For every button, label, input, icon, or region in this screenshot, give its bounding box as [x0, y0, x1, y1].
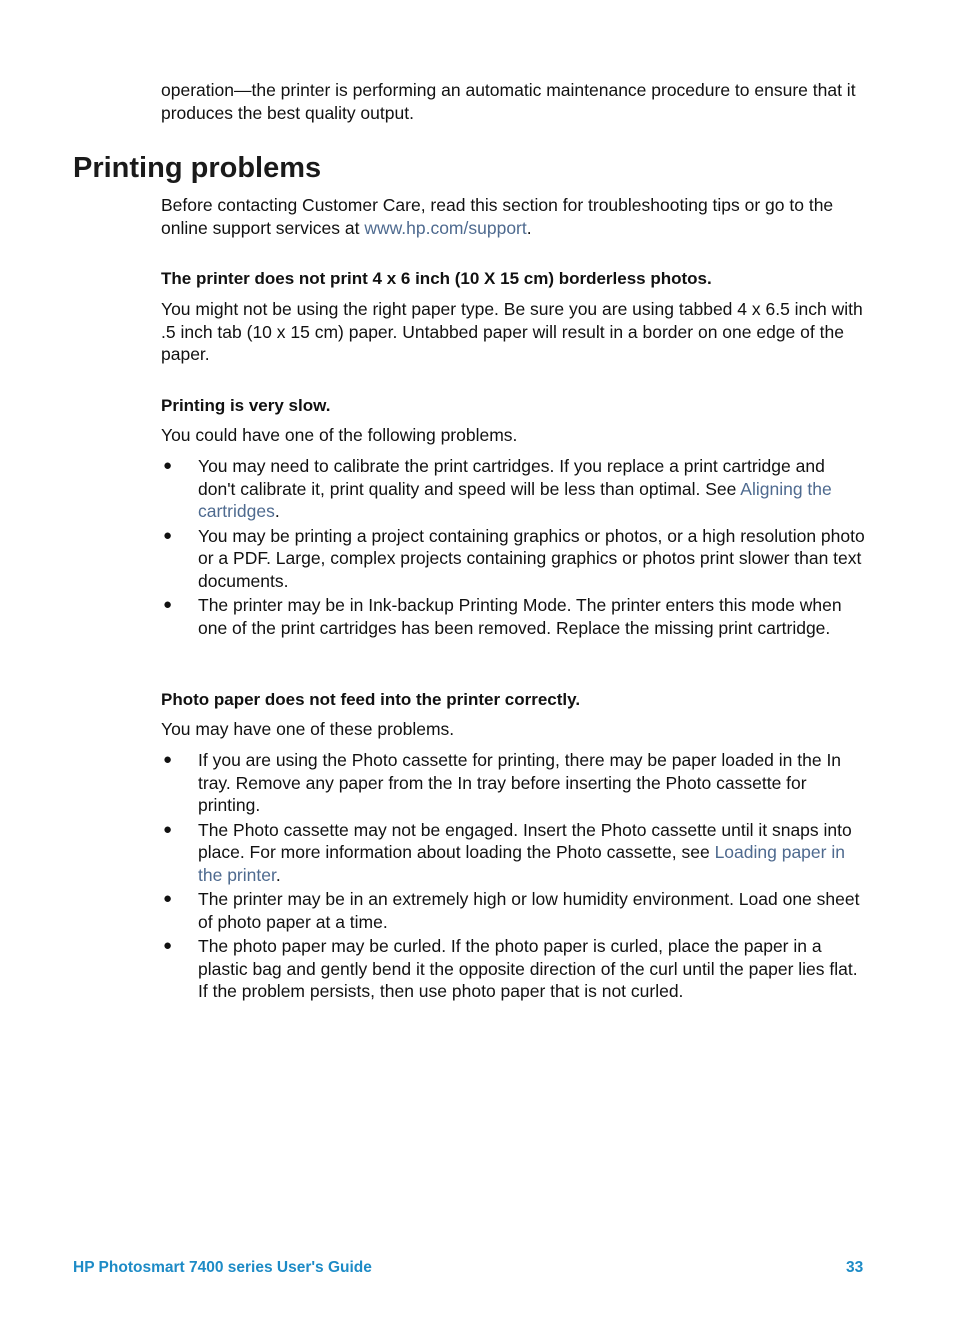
lead-text: Before contacting Customer Care, read this section for troubleshooting tips or go to the online support services at — [161, 195, 834, 238]
aligning-cartridges-link[interactable]: Aligning the cartridges — [198, 478, 832, 521]
list-item-text: You may be printing a project containing graphics or photos, or a high resolution photo or a PDF. Large, complex projects containing graphics or photos print slower than text documents. — [198, 525, 865, 591]
list-item-text: The printer may be in Ink-backup Printing Mode. The printer enters this mode when one of the print cartridges has been removed. Replace the missing print cartridge. — [198, 595, 842, 638]
bullet-icon: ● — [163, 937, 173, 954]
problem-borderless-heading: The printer does not print 4 x 6 inch (10 X 15 cm) borderless photos. — [161, 269, 712, 288]
footer-guide-title: HP Photosmart 7400 series User's Guide — [73, 1259, 372, 1276]
loading-paper-link[interactable]: Loading paper in the printer — [198, 842, 845, 885]
problem-slow-intro: You could have one of the following problems. — [161, 425, 518, 445]
lead-after: . — [526, 217, 532, 238]
list-item-text: The photo paper may be curled. If the photo paper is curled, place the paper in a plastic bag and gently bend it the opposite direction of the curl until the paper lies flat. If the problem persists, then use photo paper that is not curled. — [198, 936, 858, 1001]
bullet-icon: ● — [163, 596, 173, 613]
section-lead-paragraph — [161, 194, 866, 239]
intro-paragraph: operation—the printer is performing an automatic maintenance procedure to ensure that it produces the best quality output. — [161, 80, 856, 123]
list-item-text: The printer may be in an extremely high or low humidity environment. Load one sheet of photo paper at a time. — [198, 889, 860, 932]
list-item-text: If you are using the Photo cassette for printing, there may be paper loaded in the In tray. Remove any paper from the In tray before inserting the Photo cassette for printing. — [198, 750, 842, 815]
bullet-icon: ● — [163, 820, 173, 838]
section-title: Printing problems — [73, 152, 322, 184]
list-item-text: You may need to calibrate the print cartridges. If you replace a print cartridge and don't calibrate it, print quality and speed will be less than optimal. See — [198, 456, 825, 499]
footer-page-number: 33 — [846, 1259, 864, 1276]
list-item-text: The Photo cassette may not be engaged. Insert the Photo cassette until it snaps into place. For more information about loading the Photo cassette, see — [198, 819, 852, 862]
bullet-icon: ● — [163, 751, 173, 768]
list-item — [161, 935, 866, 1003]
list-item — [161, 455, 866, 523]
list-item — [161, 888, 866, 933]
bullet-icon: ● — [163, 890, 173, 907]
problem-slow-heading: Printing is very slow. — [161, 396, 331, 415]
list-item — [161, 819, 866, 887]
list-item — [161, 525, 866, 593]
slow-problems-list — [161, 455, 866, 641]
list-item-after: . — [275, 864, 281, 885]
problem-paper-feed-intro: You may have one of these problems. — [161, 719, 455, 739]
problem-paper-feed-heading: Photo paper does not feed into the printer correctly. — [161, 690, 581, 709]
paper-feed-problems-list — [161, 749, 866, 1005]
list-item-after: . — [274, 501, 280, 521]
list-item — [161, 749, 866, 817]
bullet-icon: ● — [163, 526, 173, 544]
hp-support-link[interactable]: www.hp.com/support — [364, 217, 527, 238]
list-item — [161, 594, 866, 639]
problem-borderless-body: You might not be using the right paper type. Be sure you are using tabbed 4 x 6.5 inch with .5 inch tab (10 x 15 cm) paper. Untabbed paper will result in a border on one edge of the paper. — [161, 299, 863, 364]
bullet-icon: ● — [163, 457, 173, 474]
